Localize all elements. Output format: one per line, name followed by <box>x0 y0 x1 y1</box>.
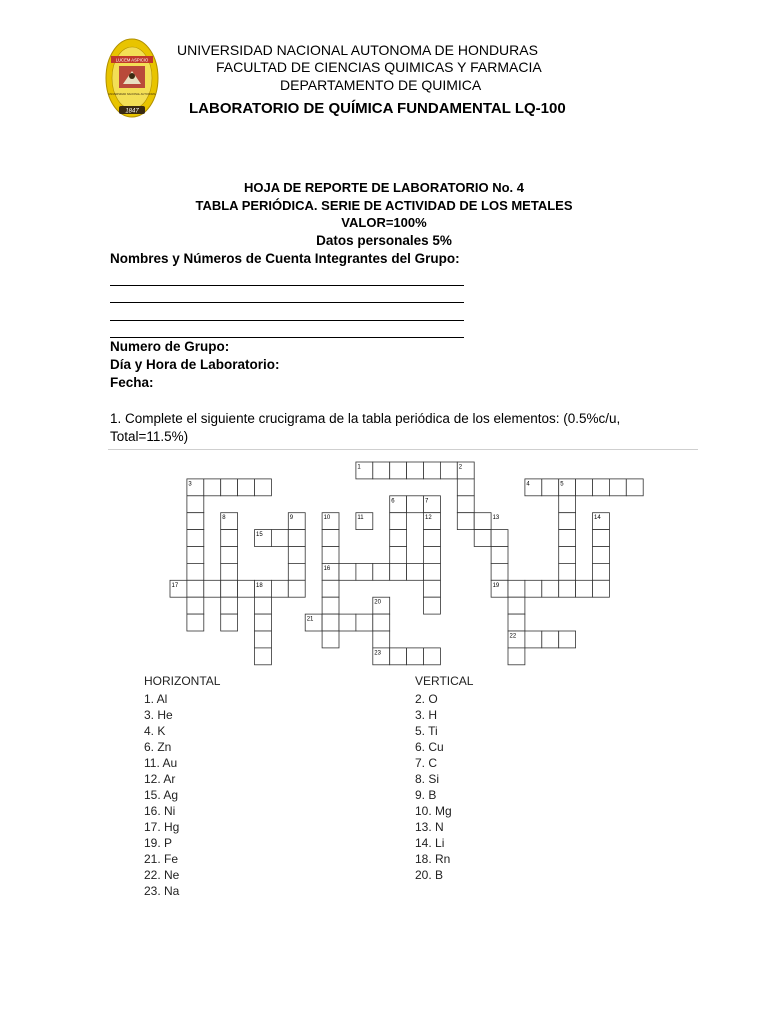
crossword-cell[interactable] <box>424 580 441 597</box>
crossword-number: 13 <box>492 515 500 522</box>
crossword-cell[interactable] <box>187 513 204 530</box>
crossword-cell[interactable] <box>559 496 576 513</box>
clue-item: 8. Si <box>415 772 440 786</box>
crossword-cell[interactable] <box>187 580 204 597</box>
clue-item: 22. Ne <box>144 868 180 882</box>
clue-item: 2. O <box>415 692 438 706</box>
lab-name: LABORATORIO DE QUÍMICA FUNDAMENTAL LQ-100 <box>189 100 566 117</box>
crossword-cell[interactable] <box>593 547 610 564</box>
clue-item: 23. Na <box>144 884 180 898</box>
crossword-cell[interactable] <box>221 597 238 614</box>
crossword-cell[interactable] <box>593 479 610 496</box>
crossword-cell[interactable] <box>187 597 204 614</box>
crossword-cell[interactable] <box>559 580 576 597</box>
vertical-title: VERTICAL <box>415 674 474 688</box>
faculty-name: FACULTAD DE CIENCIAS QUIMICAS Y FARMACIA <box>216 59 542 75</box>
crossword-cell[interactable] <box>322 547 339 564</box>
crossword-cell[interactable] <box>407 563 424 580</box>
crossword-number: 10 <box>323 515 331 522</box>
crossword-cell[interactable] <box>356 563 373 580</box>
crossword-cell[interactable] <box>609 479 626 496</box>
crossword-cell[interactable] <box>390 530 407 547</box>
crossword-cell[interactable] <box>407 462 424 479</box>
crossword-cell[interactable] <box>457 479 474 496</box>
department-name: DEPARTAMENTO DE QUIMICA <box>280 77 482 93</box>
crossword-cell[interactable] <box>559 513 576 530</box>
crossword-number: 17 <box>171 582 179 589</box>
clue-item: 9. B <box>415 788 437 802</box>
crossword-cell[interactable] <box>204 479 221 496</box>
crossword-cell[interactable] <box>322 597 339 614</box>
date-label: Fecha: <box>110 375 154 390</box>
seal-banner: LUCEM ASPICIO <box>115 57 149 63</box>
clue-item: 19. P <box>144 836 173 850</box>
crossword-cell[interactable] <box>204 580 221 597</box>
clue-item: 16. Ni <box>144 804 176 818</box>
crossword-cell[interactable] <box>626 479 643 496</box>
clue-item: 17. Hg <box>144 820 180 834</box>
crossword-cell[interactable] <box>559 547 576 564</box>
crossword-cell[interactable] <box>221 563 238 580</box>
crossword-cell[interactable] <box>542 580 559 597</box>
crossword-number: 20 <box>374 599 381 606</box>
crossword-cell[interactable] <box>390 513 407 530</box>
crossword-number: 1 <box>357 464 361 471</box>
crossword-cell[interactable] <box>407 648 424 665</box>
crossword-cell[interactable] <box>390 462 407 479</box>
crossword-cell[interactable] <box>576 479 593 496</box>
group-number-label: Numero de Grupo: <box>110 339 230 354</box>
clue-item: 14. Li <box>415 836 445 850</box>
crossword-cell[interactable] <box>424 462 441 479</box>
crossword-cell[interactable] <box>508 648 525 665</box>
crossword-cell[interactable] <box>593 530 610 547</box>
crossword-cell[interactable] <box>221 530 238 547</box>
crossword-cell[interactable] <box>356 614 373 631</box>
crossword-cell[interactable] <box>491 563 508 580</box>
crossword-number: 12 <box>425 515 432 522</box>
crossword-number: 22 <box>509 633 517 640</box>
clue-item: 20. B <box>415 868 444 882</box>
clue-item: 21. Fe <box>144 852 179 866</box>
crossword-cell[interactable] <box>221 580 238 597</box>
crossword-cell[interactable] <box>424 547 441 564</box>
university-name: UNIVERSIDAD NACIONAL AUTONOMA DE HONDURAS <box>177 42 538 58</box>
crossword-number: 23 <box>374 650 381 657</box>
crossword-number: 14 <box>594 515 601 522</box>
crossword-number: 19 <box>492 582 500 589</box>
crossword-cell[interactable] <box>407 496 424 513</box>
crossword-cell[interactable] <box>322 580 339 597</box>
crossword-cell[interactable] <box>221 547 238 564</box>
crossword-cell[interactable] <box>542 631 559 648</box>
crossword-cell[interactable] <box>576 580 593 597</box>
clue-item: 10. Mg <box>415 804 452 818</box>
crossword-cell[interactable] <box>288 580 305 597</box>
crossword-number: 16 <box>323 565 331 572</box>
crossword-number: 7 <box>425 498 429 505</box>
crossword-cell[interactable] <box>593 563 610 580</box>
report-subtitle: TABLA PERIÓDICA. SERIE DE ACTIVIDAD DE LOS METALES <box>195 198 573 213</box>
clue-item: 6. Zn <box>144 740 172 754</box>
crossword-cell[interactable] <box>187 563 204 580</box>
crossword-number: 2 <box>458 464 463 471</box>
crossword-cell[interactable] <box>491 530 508 547</box>
crossword-cell[interactable] <box>508 580 525 597</box>
crossword-cell[interactable] <box>255 597 272 614</box>
crossword-cell[interactable] <box>390 648 407 665</box>
clue-item: 15. Ag <box>144 788 179 802</box>
clue-item: 18. Rn <box>415 852 451 866</box>
report-value: VALOR=100% <box>341 215 427 230</box>
question-1-line-2: Total=11.5%) <box>110 429 189 444</box>
crossword-cell[interactable] <box>221 614 238 631</box>
crossword-number: 6 <box>391 498 395 505</box>
crossword-cell[interactable] <box>440 462 457 479</box>
crossword-cell[interactable] <box>255 614 272 631</box>
clue-item: 11. Au <box>144 756 178 770</box>
personal-data-label: Datos personales 5% <box>316 233 452 248</box>
report-title: HOJA DE REPORTE DE LABORATORIO No. 4 <box>243 180 524 195</box>
crossword-cell[interactable] <box>424 648 441 665</box>
crossword-cell[interactable] <box>593 580 610 597</box>
crossword-cell[interactable] <box>255 479 272 496</box>
crossword-cell[interactable] <box>187 614 204 631</box>
crossword-cell[interactable] <box>187 530 204 547</box>
crossword-cell[interactable] <box>322 530 339 547</box>
crossword-cell[interactable] <box>288 563 305 580</box>
members-label: Nombres y Números de Cuenta Integrantes del Grupo: <box>110 251 460 266</box>
horizontal-title: HORIZONTAL <box>144 674 221 688</box>
seal-ring-text: UNIVERSIDAD NACIONAL AUTONOMA <box>108 93 156 96</box>
crossword-cell[interactable] <box>474 513 491 530</box>
clue-item: 3. He <box>144 708 173 722</box>
crossword-cell[interactable] <box>559 563 576 580</box>
crossword-cell[interactable] <box>542 479 559 496</box>
lab-day-label: Día y Hora de Laboratorio: <box>110 357 280 372</box>
crossword-number: 4 <box>526 481 530 488</box>
crossword-cell[interactable] <box>238 479 255 496</box>
crossword-cell[interactable] <box>271 580 288 597</box>
crossword-cell[interactable] <box>221 479 238 496</box>
crossword-number: 3 <box>188 481 192 488</box>
crossword-cell[interactable] <box>238 580 255 597</box>
crossword-cell[interactable] <box>491 547 508 564</box>
crossword-cell[interactable] <box>373 462 390 479</box>
crossword-number: 5 <box>560 481 564 488</box>
crossword-cell[interactable] <box>390 547 407 564</box>
crossword-number: 11 <box>357 515 364 522</box>
crossword-cell[interactable] <box>457 496 474 513</box>
crossword-cell[interactable] <box>187 547 204 564</box>
crossword-cell[interactable] <box>339 614 356 631</box>
crossword-number: 8 <box>222 515 226 522</box>
clue-item: 6. Cu <box>415 740 444 754</box>
seal-year: 1847 <box>125 108 139 115</box>
clue-item: 3. H <box>415 708 438 722</box>
crossword-cell[interactable] <box>373 614 390 631</box>
crossword-cell[interactable] <box>339 563 356 580</box>
crossword-cell[interactable] <box>288 530 305 547</box>
crossword-cell[interactable] <box>559 530 576 547</box>
clue-item: 4. K <box>144 724 166 738</box>
crossword-cell[interactable] <box>474 530 491 547</box>
crossword-cell[interactable] <box>373 563 390 580</box>
crossword-cell[interactable] <box>271 530 288 547</box>
crossword-cell[interactable] <box>424 530 441 547</box>
crossword-cell[interactable] <box>322 631 339 648</box>
crossword-cell[interactable] <box>322 614 339 631</box>
crossword-cell[interactable] <box>559 631 576 648</box>
crossword-cell[interactable] <box>525 631 542 648</box>
crossword-cell[interactable] <box>508 614 525 631</box>
crossword-cell[interactable] <box>187 496 204 513</box>
question-1-line-1: 1. Complete el siguiente crucigrama de la tabla periódica de los elementos: (0.5%c/u, <box>110 411 621 426</box>
crossword-cell[interactable] <box>373 631 390 648</box>
crossword-number: 21 <box>306 616 314 623</box>
crossword-number: 15 <box>256 532 263 539</box>
crossword-cell[interactable] <box>457 513 474 530</box>
clue-item: 13. N <box>415 820 444 834</box>
crossword-cell[interactable] <box>255 631 272 648</box>
crossword-number: 18 <box>256 582 263 589</box>
crossword-cell[interactable] <box>390 563 407 580</box>
crossword-cell[interactable] <box>508 597 525 614</box>
crossword-cell[interactable] <box>255 648 272 665</box>
crossword-cell[interactable] <box>424 563 441 580</box>
clue-item: 5. Ti <box>415 724 438 738</box>
crossword-number: 9 <box>289 515 294 522</box>
crossword-cell[interactable] <box>424 597 441 614</box>
clue-item: 12. Ar <box>144 772 176 786</box>
crossword-cell[interactable] <box>525 580 542 597</box>
clue-item: 1. Al <box>144 692 168 706</box>
clue-item: 7. C <box>415 756 438 770</box>
crossword-cell[interactable] <box>288 547 305 564</box>
